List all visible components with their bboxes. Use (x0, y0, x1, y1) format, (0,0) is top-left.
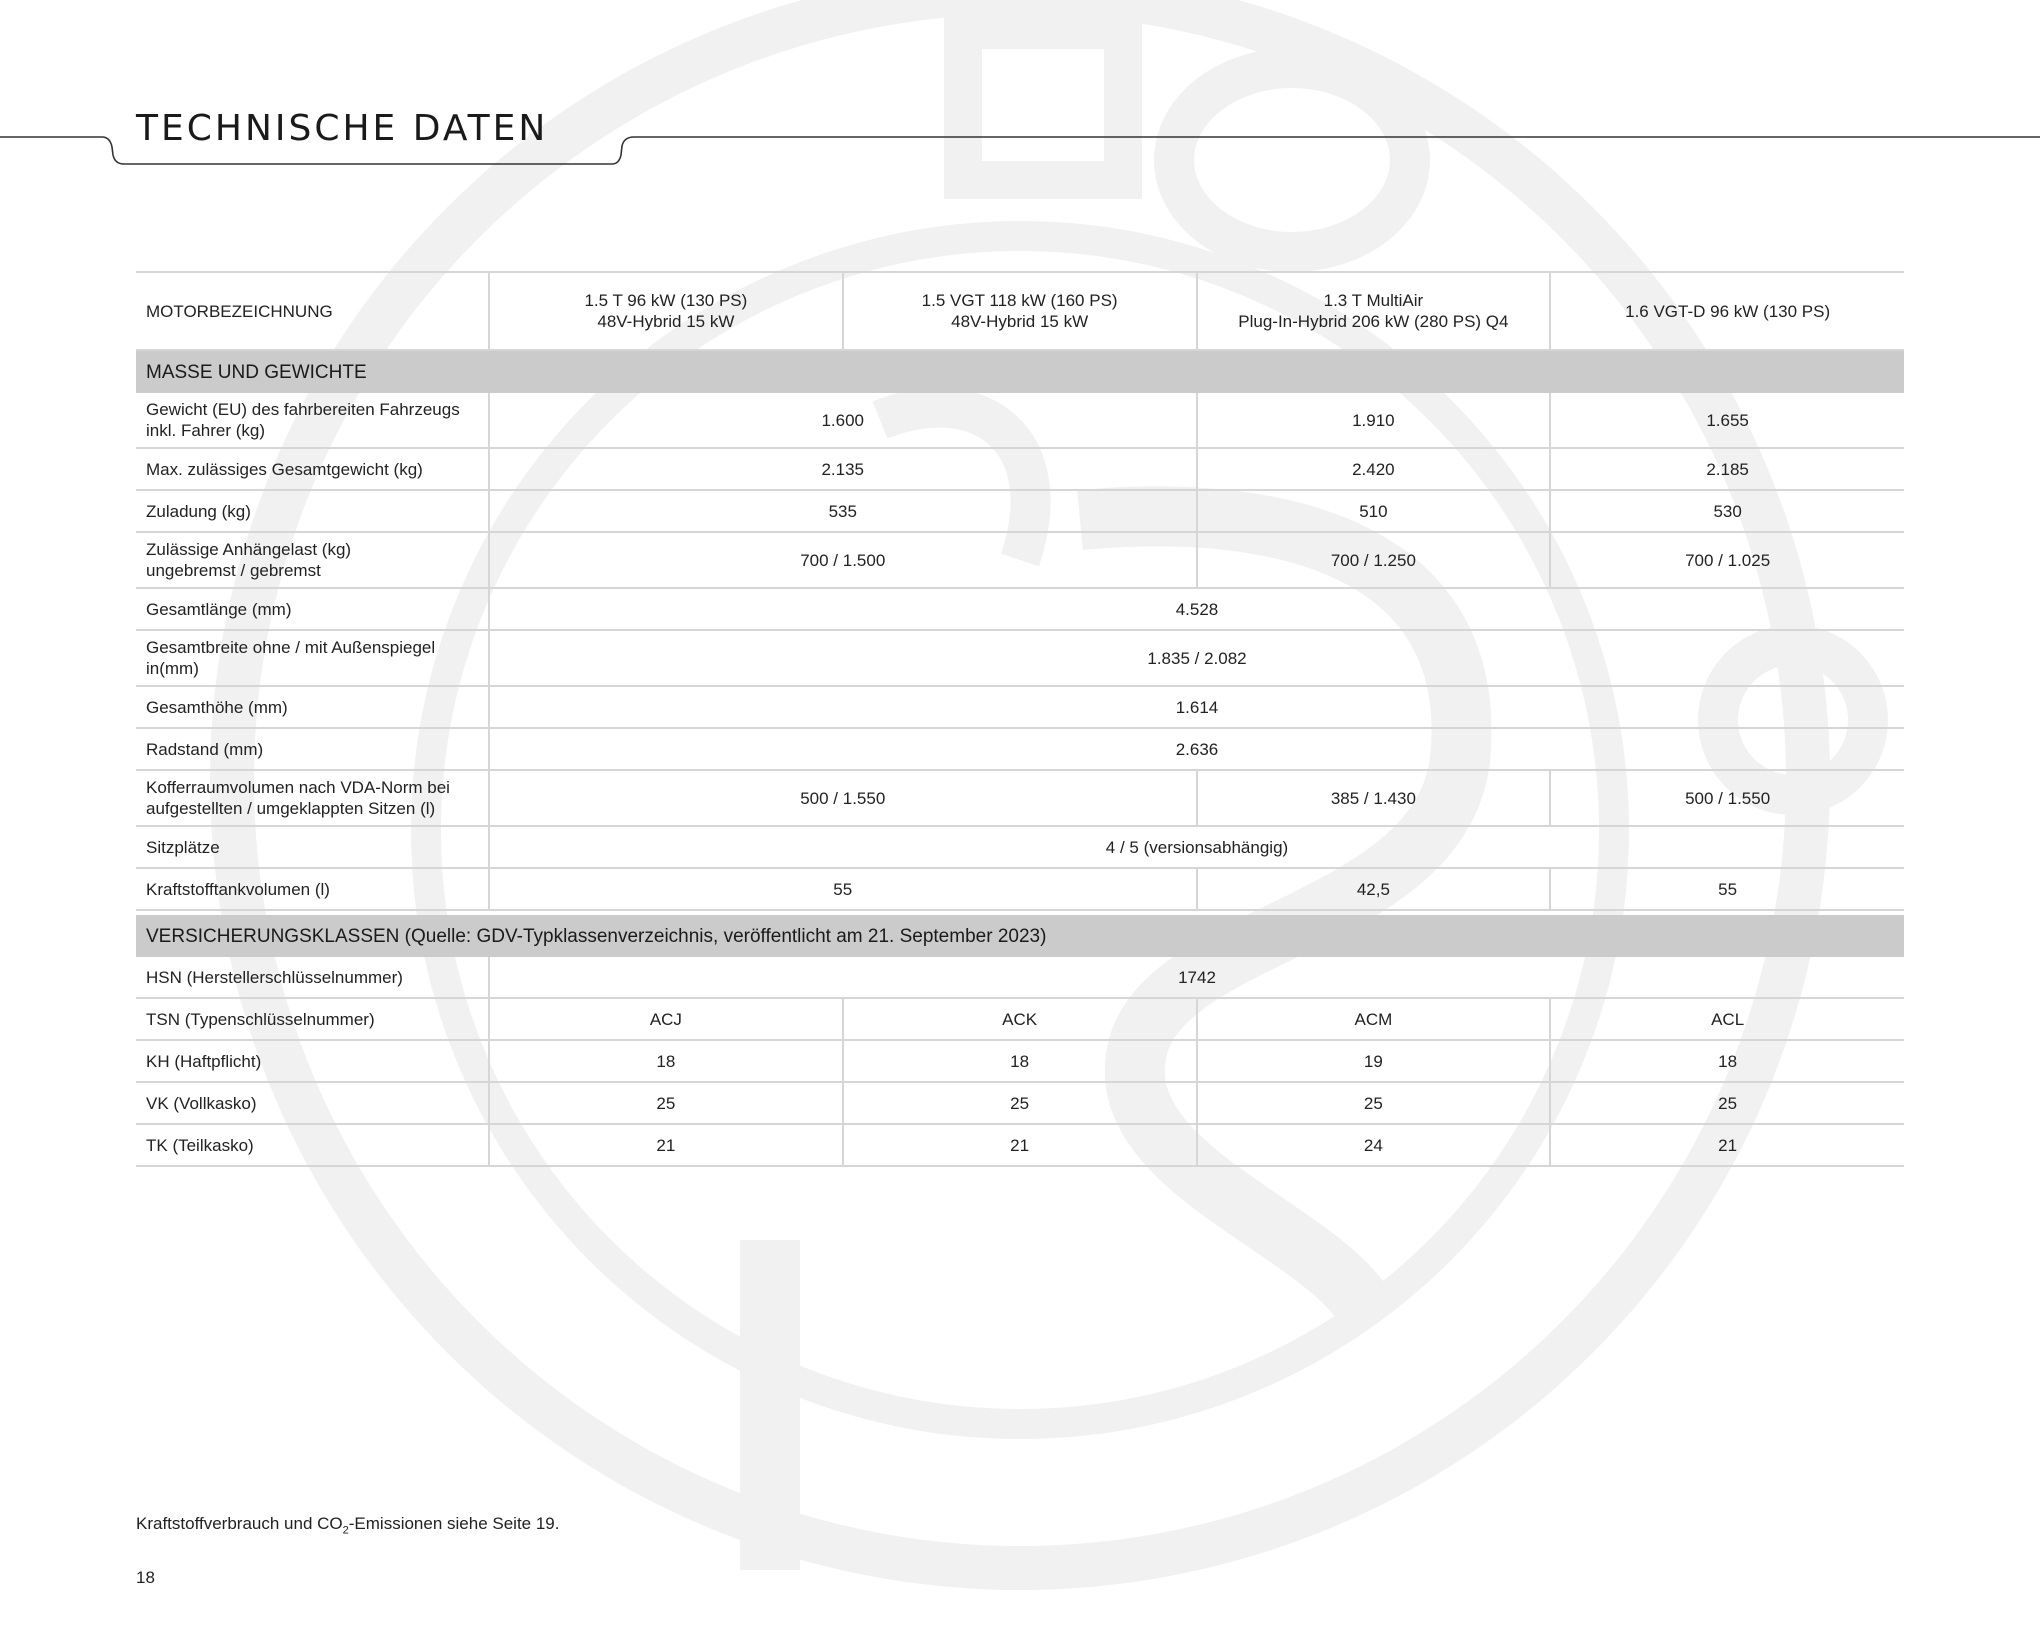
cell-value: 2.135 (489, 448, 1197, 490)
row-label: Radstand (mm) (136, 728, 489, 770)
cell-value: 21 (843, 1124, 1197, 1166)
section-versicherung (136, 915, 1904, 957)
insurance-table (136, 915, 1904, 1167)
cell-value: ACL (1550, 998, 1904, 1040)
table-row (136, 998, 1904, 1040)
row-label: Max. zulässiges Gesamtgewicht (kg) (136, 448, 489, 490)
engine-1-line1: 1.5 T 96 kW (130 PS) (584, 291, 748, 310)
footnote (136, 1514, 559, 1536)
table-row (136, 588, 1904, 630)
engine-3 (1197, 272, 1551, 350)
engine-3-line1: 1.3 T MultiAir (1323, 291, 1424, 310)
table-row (136, 630, 1904, 686)
section-versicherung-heading: VERSICHERUNGSKLASSEN (Quelle: GDV-Typklassenverzeichnis, veröffentlicht am 21. September 2023) (136, 915, 1904, 957)
cell-value: 2.420 (1197, 448, 1551, 490)
cell-value: 25 (489, 1082, 843, 1124)
cell-value: 21 (1550, 1124, 1904, 1166)
table-row (136, 393, 1904, 448)
page-title: TECHNISCHE DATEN (136, 108, 549, 149)
cell-value: 21 (489, 1124, 843, 1166)
spec-table (136, 271, 1904, 911)
engine-header-row (136, 272, 1904, 350)
row-label (136, 532, 489, 588)
footnote-text: Kraftstoffverbrauch und CO (136, 1514, 343, 1533)
cell-value: 500 / 1.550 (1550, 770, 1904, 826)
cell-value: 1.835 / 2.082 (489, 630, 1904, 686)
engine-1-line2: 48V-Hybrid 15 kW (597, 312, 735, 331)
cell-value: 42,5 (1197, 868, 1551, 910)
table-row (136, 532, 1904, 588)
cell-value: 24 (1197, 1124, 1551, 1166)
row-label-line: Kofferraumvolumen nach VDA-Norm bei (146, 778, 450, 797)
row-label: HSN (Herstellerschlüsselnummer) (136, 957, 489, 998)
cell-value: 18 (489, 1040, 843, 1082)
cell-value: 55 (1550, 868, 1904, 910)
table-row (136, 1082, 1904, 1124)
cell-value: ACM (1197, 998, 1551, 1040)
row-label: TSN (Typenschlüsselnummer) (136, 998, 489, 1040)
cell-value: 25 (1550, 1082, 1904, 1124)
cell-value: 19 (1197, 1040, 1551, 1082)
row-label (136, 770, 489, 826)
engine-2-line2: 48V-Hybrid 15 kW (951, 312, 1089, 331)
cell-value: 4 / 5 (versionsabhängig) (489, 826, 1904, 868)
row-label: Gesamtbreite ohne / mit Außenspiegel in(mm) (136, 630, 489, 686)
engine-1 (489, 272, 843, 350)
footnote-text-end: -Emissionen siehe Seite 19. (348, 1514, 560, 1533)
row-label (136, 393, 489, 448)
cell-value: 530 (1550, 490, 1904, 532)
table-row (136, 826, 1904, 868)
cell-value: ACK (843, 998, 1197, 1040)
table-row (136, 957, 1904, 998)
cell-value: 1742 (489, 957, 1904, 998)
engine-4 (1550, 272, 1904, 350)
cell-value: 55 (489, 868, 1197, 910)
row-label-line: aufgestellten / umgeklappten Sitzen (l) (146, 799, 436, 818)
page-number: 18 (136, 1568, 155, 1587)
cell-value: 500 / 1.550 (489, 770, 1197, 826)
row-label-line: Zulässige Anhängelast (kg) (146, 540, 352, 559)
cell-value: 1.614 (489, 686, 1904, 728)
cell-value: 18 (843, 1040, 1197, 1082)
cell-value: 1.600 (489, 393, 1197, 448)
cell-value: 700 / 1.500 (489, 532, 1197, 588)
cell-value: 1.655 (1550, 393, 1904, 448)
row-label: Zuladung (kg) (136, 490, 489, 532)
section-masse (136, 350, 1904, 393)
cell-value: 18 (1550, 1040, 1904, 1082)
cell-value: 25 (1197, 1082, 1551, 1124)
row-label: TK (Teilkasko) (136, 1124, 489, 1166)
header-rule (0, 0, 2040, 180)
cell-value: 510 (1197, 490, 1551, 532)
engine-2 (843, 272, 1197, 350)
table-row (136, 770, 1904, 826)
cell-value: 700 / 1.250 (1197, 532, 1551, 588)
cell-value: 385 / 1.430 (1197, 770, 1551, 826)
row-label-line: inkl. Fahrer (kg) (146, 421, 266, 440)
row-label-line: ungebremst / gebremst (146, 561, 321, 580)
table-row (136, 1040, 1904, 1082)
table-row (136, 448, 1904, 490)
table-row (136, 686, 1904, 728)
row-label: Gesamtlänge (mm) (136, 588, 489, 630)
table-row (136, 1124, 1904, 1166)
cell-value: 25 (843, 1082, 1197, 1124)
cell-value: ACJ (489, 998, 843, 1040)
motor-label: MOTORBEZEICHNUNG (136, 272, 489, 350)
row-label-line: Gewicht (EU) des fahrbereiten Fahrzeugs (146, 400, 460, 419)
row-label: Kraftstofftankvolumen (l) (136, 868, 489, 910)
row-label: KH (Haftpflicht) (136, 1040, 489, 1082)
cell-value: 2.636 (489, 728, 1904, 770)
table-row (136, 728, 1904, 770)
row-label: Gesamthöhe (mm) (136, 686, 489, 728)
table-row (136, 868, 1904, 910)
row-label: Sitzplätze (136, 826, 489, 868)
engine-3-line2: Plug-In-Hybrid 206 kW (280 PS) Q4 (1238, 312, 1509, 331)
row-label: VK (Vollkasko) (136, 1082, 489, 1124)
engine-2-line1: 1.5 VGT 118 kW (160 PS) (921, 291, 1118, 310)
cell-value: 4.528 (489, 588, 1904, 630)
cell-value: 700 / 1.025 (1550, 532, 1904, 588)
table-row (136, 490, 1904, 532)
cell-value: 2.185 (1550, 448, 1904, 490)
cell-value: 535 (489, 490, 1197, 532)
cell-value: 1.910 (1197, 393, 1551, 448)
engine-4-line1: 1.6 VGT-D 96 kW (130 PS) (1625, 301, 1831, 321)
section-masse-heading: MASSE UND GEWICHTE (136, 350, 1904, 393)
footnote-subscript: 2 (342, 1524, 349, 1537)
